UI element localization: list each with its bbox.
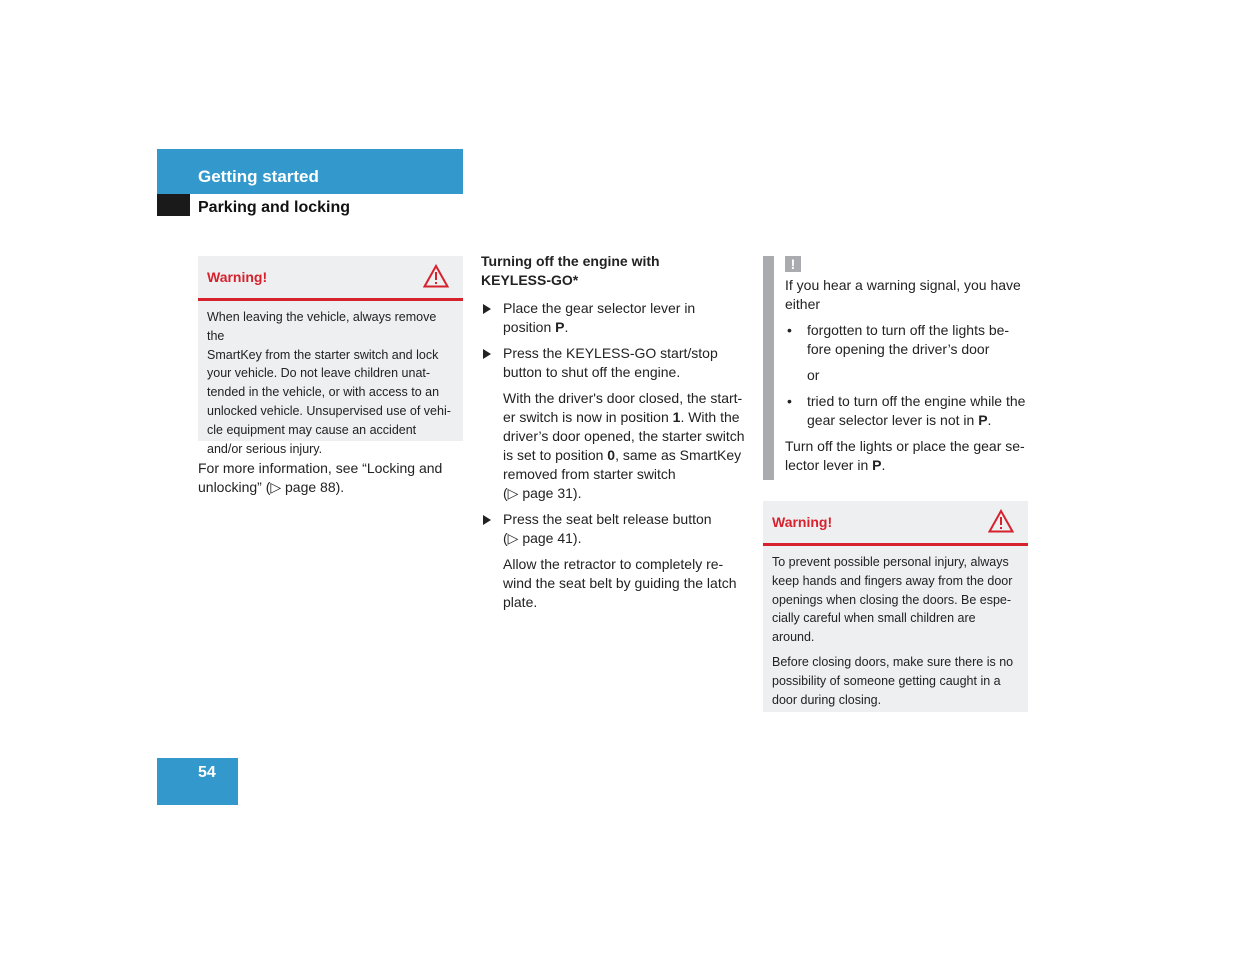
warning-header <box>763 501 1028 546</box>
note-bullet-engine <box>785 392 1035 430</box>
note-line: forgotten to turn off the lights be- <box>807 322 1010 338</box>
warning-paragraph <box>772 653 1019 709</box>
para-line: wind the seat belt by guiding the latch <box>503 575 737 591</box>
note-line: fore opening the driver’s door <box>807 341 990 357</box>
warning-line: keep hands and fingers away from the door <box>772 573 1013 588</box>
para-line: With the driver's door closed, the start- <box>503 390 743 406</box>
step-line: Place the gear selector lever in <box>503 300 696 316</box>
bullet-dot-icon: • <box>787 393 792 409</box>
warning-triangle-icon <box>423 264 449 288</box>
note-text-span: . <box>881 457 886 473</box>
warning-line: When leaving the vehicle, always remove the <box>207 310 437 343</box>
note-line <box>785 456 1035 475</box>
procedure-heading <box>481 252 749 290</box>
warning-box-leaving-vehicle <box>198 256 463 456</box>
warning-line: cle equipment may cause an accident <box>207 422 417 437</box>
warning-header <box>198 256 463 301</box>
note-side-bar <box>763 256 774 480</box>
warning-line: and/or serious injury. <box>207 441 323 456</box>
warning-line: Before closing doors, make sure there is no <box>772 654 1014 669</box>
more-info-line: unlocking” (▷ page 88). <box>198 479 345 495</box>
para-line <box>503 408 749 427</box>
warning-line: around. <box>772 630 815 645</box>
note-intro <box>785 276 1035 314</box>
warning-line: SmartKey from the starter switch and lock <box>207 347 439 362</box>
step-seat-belt <box>481 510 749 548</box>
starter-switch-paragraph <box>481 389 749 503</box>
step-line: button to shut off the engine. <box>503 364 681 380</box>
step-arrow-icon <box>483 304 491 314</box>
bullet-dot-icon: • <box>787 322 792 338</box>
page-reference: (▷ page 31). <box>503 485 582 501</box>
warning-label: Warning! <box>207 269 268 285</box>
para-text: , same as SmartKey <box>615 447 742 463</box>
more-info-line: For more information, see “Locking and <box>198 460 443 476</box>
warning-line: openings when closing the doors. Be espe- <box>772 592 1012 607</box>
subsection-marker <box>157 194 190 216</box>
warning-line: possibility of someone getting caught in a <box>772 673 1001 688</box>
note-text-span: . <box>987 412 992 428</box>
warning-line: door during closing. <box>772 692 882 707</box>
page-number: 54 <box>198 764 216 781</box>
note-text <box>785 276 1035 475</box>
warning-box-doors <box>763 501 1028 712</box>
section-title: Getting started <box>198 167 319 186</box>
note-text-span: gear selector lever is not in <box>807 412 979 428</box>
note-bullet-lights <box>785 321 1035 359</box>
step-arrow-icon <box>483 515 491 525</box>
retractor-paragraph <box>481 555 749 612</box>
step-text: . <box>564 319 569 335</box>
para-text: . With the <box>680 409 740 425</box>
note-exclamation-icon: ! <box>785 256 801 272</box>
note-text-span: lector lever in <box>785 457 873 473</box>
note-line <box>807 411 1035 430</box>
warning-label: Warning! <box>772 514 833 530</box>
warning-line: cially careful when small children are <box>772 611 976 626</box>
page-reference: (▷ page 41). <box>503 530 582 546</box>
step-arrow-icon <box>483 349 491 359</box>
warning-body <box>198 301 463 466</box>
step-text: position <box>503 319 556 335</box>
step-press-start-stop <box>481 344 749 382</box>
heading-line: Turning off the engine with <box>481 253 660 269</box>
para-line: removed from starter switch <box>503 466 676 482</box>
step-line: Press the KEYLESS-GO start/stop <box>503 345 718 361</box>
position-p: P <box>978 412 988 428</box>
middle-column <box>481 252 749 619</box>
position-0: 0 <box>607 447 616 463</box>
warning-triangle-icon <box>988 509 1014 533</box>
position-p: P <box>555 319 565 335</box>
para-line <box>503 446 749 465</box>
warning-paragraph <box>772 553 1019 647</box>
position-p: P <box>872 457 882 473</box>
step-line <box>503 318 749 337</box>
note-line: If you hear a warning signal, you have <box>785 277 1021 293</box>
subsection-title: Parking and locking <box>198 199 351 216</box>
more-info-text <box>198 459 463 497</box>
note-line: tried to turn off the engine while the <box>807 393 1026 409</box>
para-line: driver’s door opened, the starter switch <box>503 428 745 444</box>
para-line: Allow the retractor to completely re- <box>503 556 724 572</box>
note-outro <box>785 437 1035 475</box>
note-or: or <box>807 367 820 383</box>
step-gear-selector <box>481 299 749 337</box>
warning-body <box>763 546 1028 717</box>
warning-line: unlocked vehicle. Unsupervised use of vehi- <box>207 403 451 418</box>
para-line: plate. <box>503 594 538 610</box>
note-line: either <box>785 296 821 312</box>
step-line: Press the seat belt release button <box>503 511 712 527</box>
note-line: Turn off the lights or place the gear se- <box>785 438 1025 454</box>
para-text: is set to position <box>503 447 608 463</box>
warning-line: tended in the vehicle, or with access to an <box>207 385 440 400</box>
warning-line: To prevent possible personal injury, always <box>772 555 1009 569</box>
position-1: 1 <box>672 409 681 425</box>
heading-line: KEYLESS-GO* <box>481 272 579 288</box>
warning-line: your vehicle. Do not leave children unat- <box>207 366 431 381</box>
para-text: er switch is now in position <box>503 409 673 425</box>
